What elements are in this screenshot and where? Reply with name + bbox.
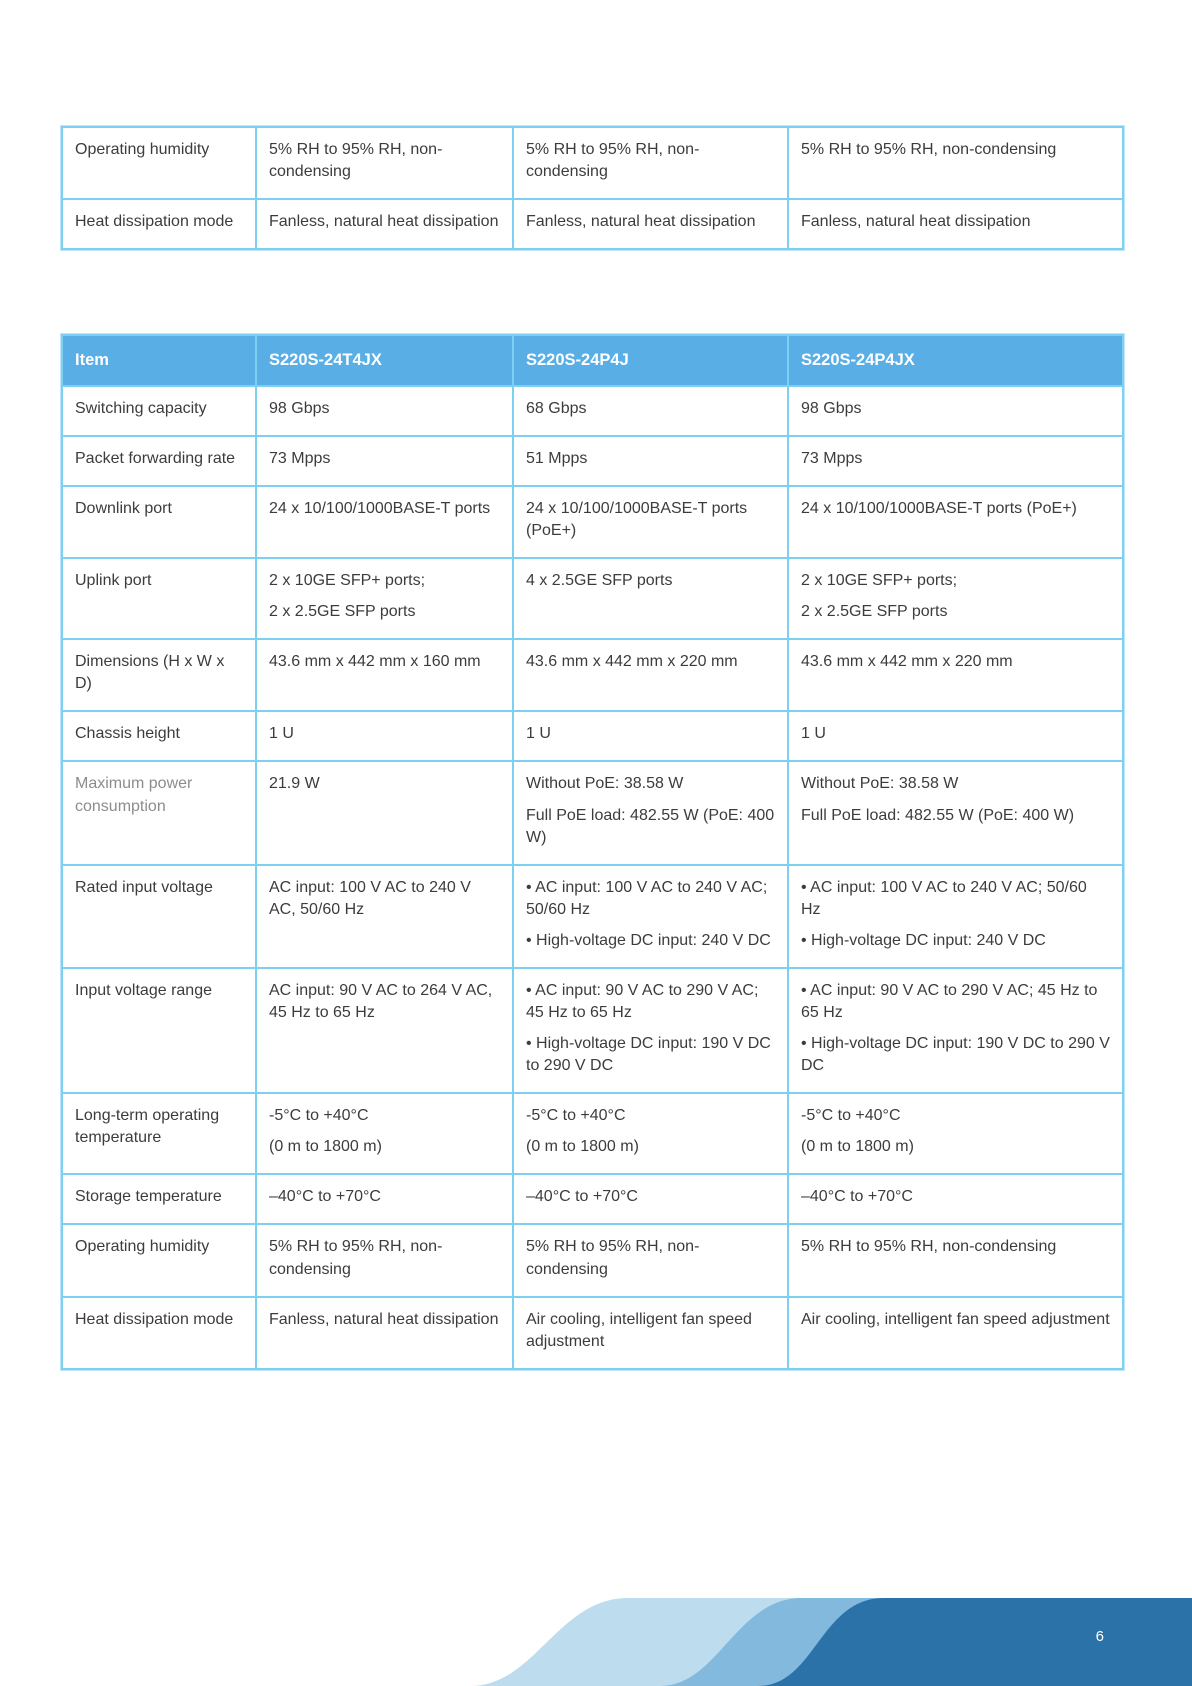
value-cell [256,436,513,486]
cell-text: Dimensions (H x W x D) [75,653,225,693]
row-label-cell [62,486,256,558]
cell-text: 73 Mpps [801,449,863,467]
value-cell [256,558,513,639]
value-cell [788,968,1123,1093]
cell-text: –40°C to +70°C [801,1188,913,1206]
cell-text: 2 x 10GE SFP+ ports; [269,572,426,590]
table-row [62,486,1123,558]
table-row [62,558,1123,639]
cell-text: 2 x 2.5GE SFP ports [269,603,416,621]
value-cell [513,486,788,558]
cell-text: Without PoE: 38.58 W [801,775,959,793]
cell-text: -5°C to +40°C [801,1107,901,1125]
value-cell [256,127,513,199]
value-cell [513,1297,788,1369]
row-label-cell [62,386,256,436]
cell-text: Heat dissipation mode [75,213,234,231]
row-label-cell [62,761,256,864]
row-label-cell [62,1093,256,1174]
cell-text: 98 Gbps [269,399,330,417]
cell-text: 21.9 W [269,775,320,793]
cell-text: Air cooling, intelligent fan speed adjustment [801,1310,1110,1328]
cell-text: 1 U [526,725,551,743]
value-cell [256,1174,513,1224]
cell-text: • AC input: 100 V AC to 240 V AC; 50/60 Hz [801,878,1087,918]
cell-text: 24 x 10/100/1000BASE-T ports [269,499,491,517]
cell-text: 5% RH to 95% RH, non-condensing [801,141,1057,158]
cell-text: • AC input: 90 V AC to 290 V AC; 45 Hz to 65 Hz [801,981,1098,1022]
cell-text: –40°C to +70°C [526,1188,638,1206]
value-cell [513,199,788,249]
table-row [62,711,1123,761]
footer-waves-svg [0,1586,1192,1686]
cell-text: • High-voltage DC input: 190 V DC to 290 V DC [526,1035,771,1075]
cell-text: • High-voltage DC input: 190 V DC to 290 V DC [801,1035,1110,1075]
cell-text: Without PoE: 38.58 W [526,775,684,793]
table-row [62,199,1123,249]
footer-wave-graphic [0,1586,1192,1686]
cell-text: Switching capacity [75,399,207,417]
cell-text: • AC input: 90 V AC to 290 V AC; 45 Hz to 65 Hz [526,981,759,1022]
value-cell [788,127,1123,199]
column-header: Item [62,335,256,386]
cell-text: Operating humidity [75,141,210,158]
cell-text: Fanless, natural heat dissipation [269,1310,499,1328]
row-label-cell [62,968,256,1093]
value-cell [513,386,788,436]
cell-text: Downlink port [75,499,172,517]
row-label-cell [62,199,256,249]
row-label-cell [62,1174,256,1224]
cell-text: –40°C to +70°C [269,1188,381,1206]
cell-text: 5% RH to 95% RH, non-condensing [269,141,443,181]
cell-text: Heat dissipation mode [75,1310,234,1328]
spec-table-continued [61,126,1124,250]
row-label-cell [62,865,256,968]
cell-text: 51 Mpps [526,449,588,467]
table-row [62,1224,1123,1296]
cell-text: Long-term operating temperature [75,1107,220,1147]
cell-text: Uplink port [75,572,152,590]
cell-text: AC input: 90 V AC to 264 V AC, 45 Hz to 65 Hz [269,981,493,1022]
value-cell [788,865,1123,968]
value-cell [256,199,513,249]
row-label-cell [62,127,256,199]
cell-text: 43.6 mm x 442 mm x 160 mm [269,653,481,671]
cell-text: 43.6 mm x 442 mm x 220 mm [801,653,1013,671]
header-row [62,335,1123,386]
value-cell [513,761,788,864]
table-row [62,865,1123,968]
value-cell [256,386,513,436]
cell-text: (0 m to 1800 m) [801,1138,914,1156]
cell-text: 2 x 10GE SFP+ ports; [801,572,958,590]
value-cell [788,761,1123,864]
cell-text: 68 Gbps [526,399,587,417]
value-cell [513,1093,788,1174]
cell-text: 24 x 10/100/1000BASE-T ports (PoE+) [526,499,748,539]
cell-text: -5°C to +40°C [269,1107,369,1125]
cell-text: -5°C to +40°C [526,1107,626,1125]
cell-text: Operating humidity [75,1238,210,1256]
table-row [62,639,1123,711]
cell-text: Fanless, natural heat dissipation [801,213,1031,231]
cell-text: • High-voltage DC input: 240 V DC [801,931,1046,949]
value-cell [788,711,1123,761]
cell-text: 43.6 mm x 442 mm x 220 mm [526,653,738,671]
cell-text: 5% RH to 95% RH, non-condensing [269,1238,443,1278]
cell-text: 5% RH to 95% RH, non-condensing [526,1238,700,1278]
cell-text: Input voltage range [75,981,212,999]
cell-text: 98 Gbps [801,399,862,417]
value-cell [788,1174,1123,1224]
cell-text: 73 Mpps [269,449,331,467]
cell-text: 5% RH to 95% RH, non-condensing [801,1238,1057,1256]
cell-text: Packet forwarding rate [75,449,236,467]
row-label-cell [62,1224,256,1296]
value-cell [788,486,1123,558]
spec-table-main [61,334,1124,1370]
table-row [62,1297,1123,1369]
value-cell [788,1224,1123,1296]
value-cell [513,127,788,199]
value-cell [513,436,788,486]
table-row [62,1093,1123,1174]
value-cell [256,486,513,558]
cell-text: 5% RH to 95% RH, non-condensing [526,141,700,181]
value-cell [788,436,1123,486]
row-label-cell [62,436,256,486]
value-cell [256,1224,513,1296]
cell-text: 4 x 2.5GE SFP ports [526,572,673,590]
value-cell [788,558,1123,639]
table-row [62,1174,1123,1224]
value-cell [256,865,513,968]
cell-text: Fanless, natural heat dissipation [269,213,499,231]
table-row [62,386,1123,436]
cell-text: Rated input voltage [75,878,213,896]
value-cell [256,761,513,864]
cell-text: Maximum power consumption [75,775,193,815]
cell-text: Full PoE load: 482.55 W (PoE: 400 W) [801,806,1075,824]
cell-text: Full PoE load: 482.55 W (PoE: 400 W) [526,806,775,846]
cell-text: Storage temperature [75,1188,222,1206]
cell-text: (0 m to 1800 m) [526,1138,639,1156]
value-cell [513,1224,788,1296]
table-row [62,968,1123,1093]
value-cell [513,1174,788,1224]
row-label-cell [62,558,256,639]
value-cell [788,1093,1123,1174]
column-header: S220S-24T4JX [256,335,513,386]
cell-text: 1 U [269,725,294,743]
cell-text: Fanless, natural heat dissipation [526,213,756,231]
value-cell [256,1093,513,1174]
value-cell [513,639,788,711]
cell-text: • High-voltage DC input: 240 V DC [526,931,771,949]
cell-text: Air cooling, intelligent fan speed adjustment [526,1310,752,1350]
cell-text: Chassis height [75,725,180,743]
value-cell [513,558,788,639]
value-cell [788,639,1123,711]
column-header: S220S-24P4JX [788,335,1123,386]
cell-text: 24 x 10/100/1000BASE-T ports (PoE+) [801,499,1077,517]
column-header: S220S-24P4J [513,335,788,386]
value-cell [256,639,513,711]
row-label-cell [62,711,256,761]
value-cell [513,865,788,968]
table-row [62,761,1123,864]
page-number: 6 [1095,1628,1104,1645]
table-row [62,127,1123,199]
cell-text: • AC input: 100 V AC to 240 V AC; 50/60 Hz [526,878,768,918]
cell-text: AC input: 100 V AC to 240 V AC, 50/60 Hz [269,878,471,918]
cell-text: 1 U [801,725,826,743]
value-cell [788,386,1123,436]
value-cell [788,199,1123,249]
value-cell [256,711,513,761]
value-cell [256,968,513,1093]
cell-text: 2 x 2.5GE SFP ports [801,603,948,621]
value-cell [256,1297,513,1369]
value-cell [513,968,788,1093]
row-label-cell [62,639,256,711]
value-cell [513,711,788,761]
row-label-cell [62,1297,256,1369]
value-cell [788,1297,1123,1369]
table-row [62,436,1123,486]
cell-text: (0 m to 1800 m) [269,1138,382,1156]
